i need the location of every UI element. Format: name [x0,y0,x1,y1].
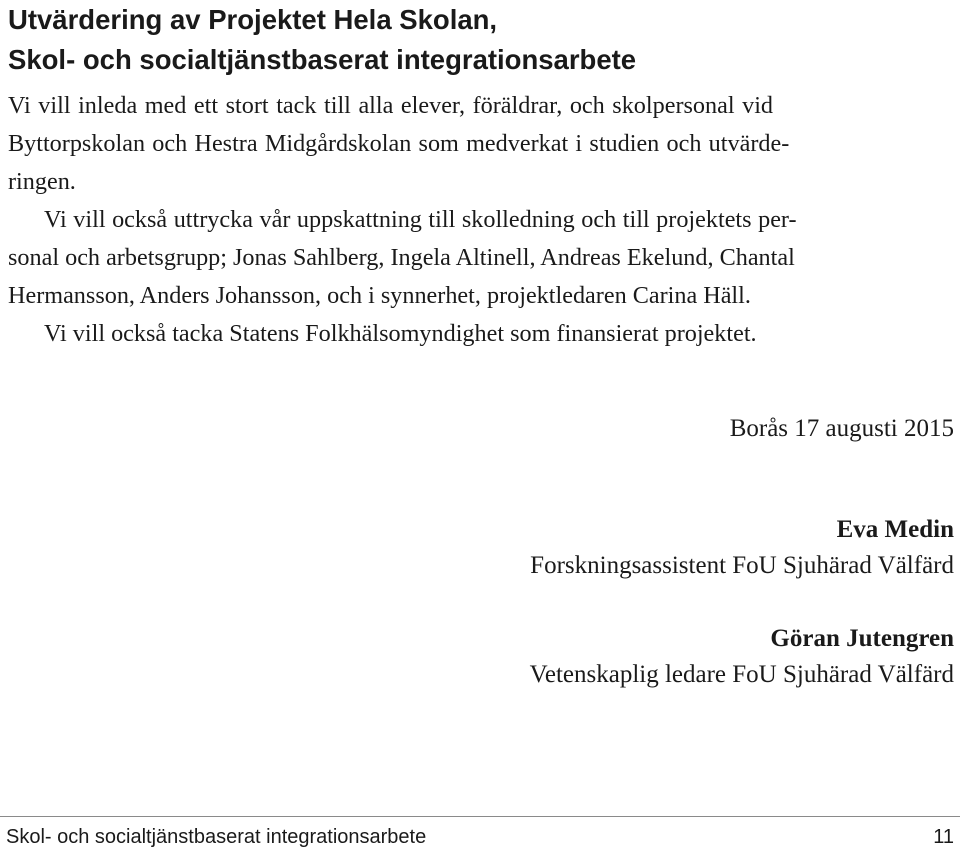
intro-line-3: ringen. [8,168,76,195]
footer-running-title: Skol- och socialtjänstbaserat integrationsarbete [6,826,427,848]
signature-name-1: Eva Medin [836,516,954,543]
place-and-date: Borås 17 augusti 2015 [729,415,954,442]
ack-line-2: sonal och arbetsgrupp; Jonas Sahlberg, Ingela Altinell, Andreas Ekelund, Chantal [8,244,795,271]
signature-name-2: Göran Jutengren [770,625,954,652]
intro-line-2: Byttorpskolan och Hestra Midgårdskolan som medverkat i studien och utvärde- [8,130,790,157]
ack-line-3: Hermansson, Anders Johansson, och i synnerhet, projektledaren Carina Häll. [8,282,751,309]
footer-divider [0,816,960,817]
heading-line-2: Skol- och socialtjänstbaserat integrationsarbete [8,44,637,75]
heading-line-1: Utvärdering av Projektet Hela Skolan, [8,4,498,35]
acknowledgements-paragraph [8,201,954,353]
ack-line-1: Vi vill också uttrycka vår uppskattning till skolledning och till projektets per- [44,206,797,233]
signature-title-1: Forskningsassistent FoU Sjuhärad Välfärd [530,552,954,579]
intro-paragraph [8,87,954,201]
intro-line-1: Vi vill inleda med ett stort tack till alla elever, föräldrar, och skolpersonal vid [8,92,774,119]
signature-title-2: Vetenskaplig ledare FoU Sjuhärad Välfärd [529,661,954,688]
footer-page-number: 11 [933,826,954,848]
document-heading [8,0,948,80]
ack-line-4: Vi vill också tacka Statens Folkhälsomyndighet som finansierat projektet. [44,320,757,347]
